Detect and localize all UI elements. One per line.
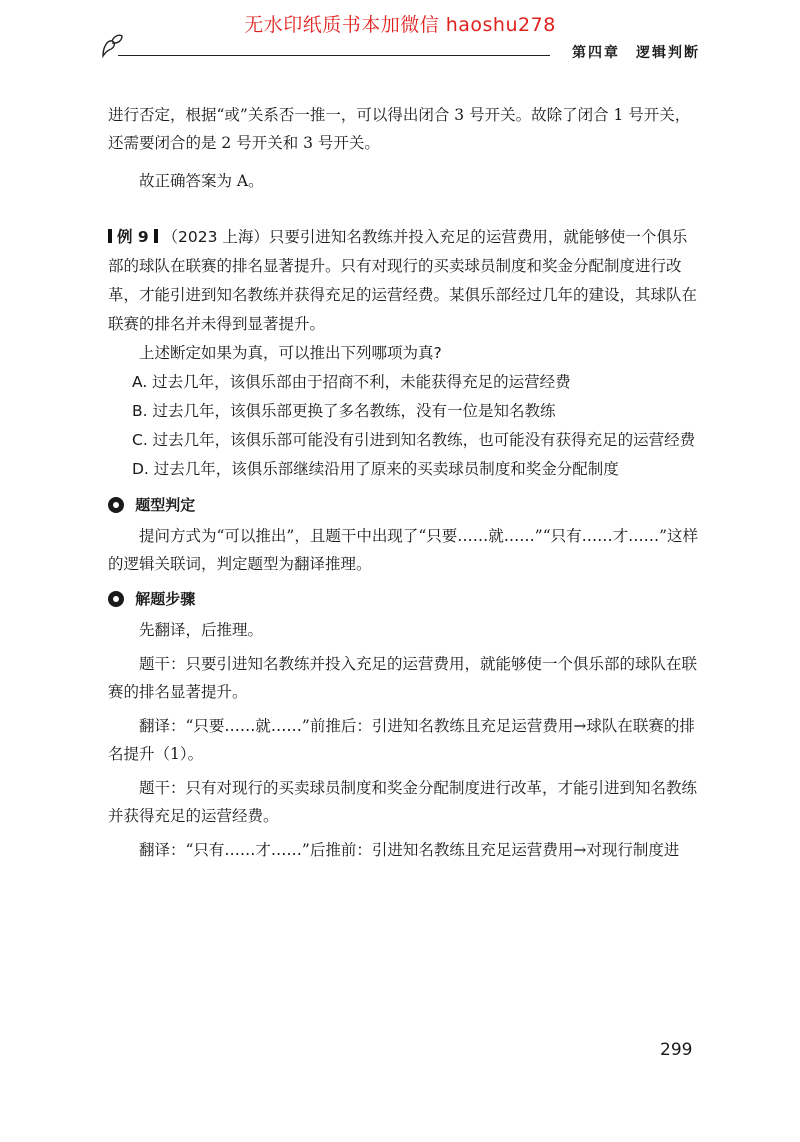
running-header — [100, 30, 700, 66]
question-label: 例 9 — [116, 228, 149, 246]
steps-section-heading — [108, 586, 700, 612]
question-prompt: 上述断定如果为真，可以推出下列哪项为真? — [139, 344, 442, 362]
option-b: B. 过去几年，该俱乐部更换了多名教练，没有一位是知名教练 — [132, 402, 556, 420]
type-section-title: 题型判定 — [135, 496, 196, 514]
label-bar-icon — [154, 229, 158, 243]
label-bar-icon — [108, 229, 112, 243]
header-rule — [118, 55, 550, 56]
option-c: C. 过去几年，该俱乐部可能没有引进到知名教练，也可能没有获得充足的运营经费 — [132, 431, 696, 449]
step-paragraph: 题干：只要引进知名教练并投入充足的运营费用，就能够使一个俱乐部的球队在联赛的排名显著提升。 — [108, 655, 698, 701]
option-a: A. 过去几年，该俱乐部由于招商不利，未能获得充足的运营经费 — [132, 373, 571, 391]
intro-paragraph: 进行否定，根据“或”关系否一推一，可以得出闭合 3 号开关。故除了闭合 1 号开关，还需要闭合的是 2 号开关和 3 号开关。 — [108, 106, 691, 152]
page-content — [108, 101, 700, 864]
question-stem-text: （2023 上海）只要引进知名教练并投入充足的运营费用，就能够使一个俱乐部的球队在联赛的排名显著提升。只有对现行的买卖球员制度和奖金分配制度进行改革，才能引进到知名教练并获得充足的运营经费。某俱乐部经过几年的建设，其球队在联赛的排名并未得到显著提升。 — [108, 228, 698, 333]
chapter-title: 第四章 逻辑判断 — [572, 45, 700, 61]
type-section-text: 提问方式为“可以推出”，且题干中出现了“只要……就……”“只有……才……”这样的逻辑关联词，判定题型为翻译推理。 — [108, 527, 699, 573]
question-stem — [108, 223, 700, 339]
steps-section-title: 解题步骤 — [135, 590, 196, 608]
question-block — [108, 223, 700, 484]
answer-line: 故正确答案为 A。 — [139, 172, 264, 190]
page-number: 299 — [660, 1040, 693, 1060]
option-d: D. 过去几年，该俱乐部继续沿用了原来的买卖球员制度和奖金分配制度 — [132, 460, 619, 478]
step-paragraph: 题干：只有对现行的买卖球员制度和奖金分配制度进行改革，才能引进到知名教练并获得充足的运营经费。 — [108, 779, 698, 825]
step-paragraph: 翻译：“只要……就……”前推后：引进知名教练且充足运营费用→球队在联赛的排名提升（1）。 — [108, 717, 695, 763]
watermark-text: 无水印纸质书本加微信 haoshu278 — [244, 14, 556, 36]
type-section-heading — [108, 492, 700, 518]
steps-icon — [108, 591, 124, 607]
step-paragraph: 先翻译，后推理。 — [139, 621, 264, 639]
target-icon — [108, 497, 124, 513]
step-paragraph: 翻译：“只有……才……”后推前：引进知名教练且充足运营费用→对现行制度进 — [139, 841, 680, 859]
